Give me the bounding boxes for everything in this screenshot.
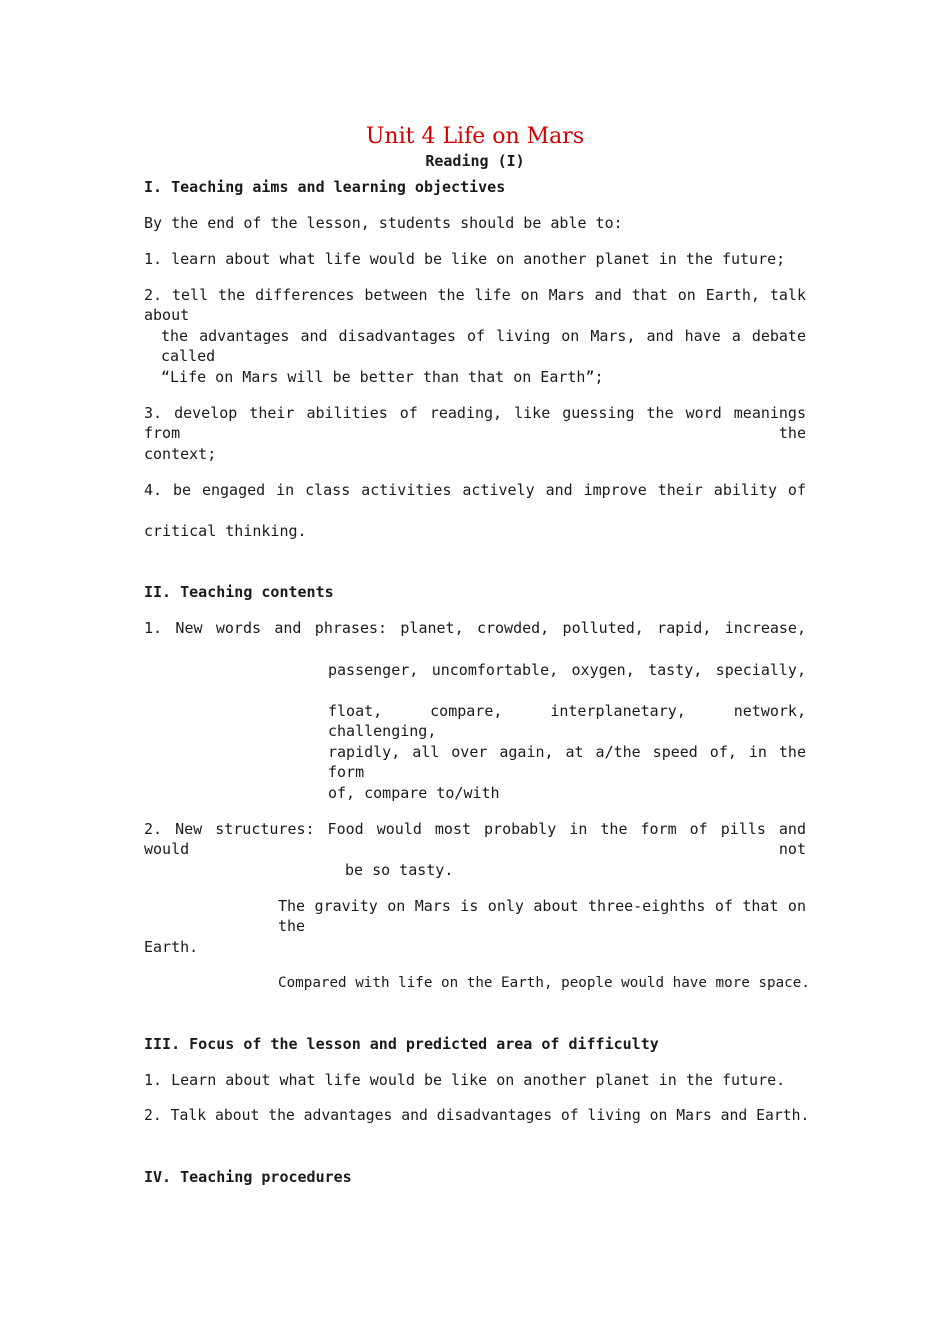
aims-item-2-line-3: “Life on Mars will be better than that on Earth”;: [161, 368, 604, 386]
focus-item-1: 1. Learn about what life would be like on another planet in the future.: [144, 1071, 786, 1089]
section-heading-procedures: IV. Teaching procedures: [144, 1168, 352, 1186]
aims-item-3-line-1: 3. develop their abilities of reading, like guessing the word meanings from the: [144, 404, 806, 442]
contents-item-1-line-5: of, compare to/with: [328, 784, 500, 802]
document-subtitle: Reading (I): [425, 152, 525, 170]
aims-item-4-line-2: critical thinking.: [144, 522, 307, 540]
aims-item-2-line-1: 2. tell the differences between the life on Mars and that on Earth, talk about: [144, 286, 806, 324]
document-title: Unit 4 Life on Mars: [365, 124, 585, 149]
contents-item-2-line-1: 2. New structures: Food would most probably in the form of pills and would not: [144, 820, 806, 858]
section-heading-focus: III. Focus of the lesson and predicted area of difficulty: [144, 1035, 659, 1053]
contents-item-1-line-1: 1. New words and phrases: planet, crowded, polluted, rapid, increase,: [144, 619, 806, 637]
aims-item-1: 1. learn about what life would be like on another planet in the future;: [144, 250, 786, 268]
section-heading-contents: II. Teaching contents: [144, 583, 334, 601]
contents-item-2-line-5: Compared with life on the Earth, people would have more space.: [278, 975, 810, 991]
aims-item-2-line-2: the advantages and disadvantages of living on Mars, and have a debate called: [161, 327, 806, 365]
contents-item-2-line-3: The gravity on Mars is only about three-eighths of that on the: [278, 897, 806, 935]
contents-item-2-line-2: be so tasty.: [345, 861, 454, 879]
contents-item-1-line-4: rapidly, all over again, at a/the speed of, in the form: [328, 743, 806, 781]
contents-item-1-line-3: float, compare, interplanetary, network, challenging,: [328, 702, 806, 740]
contents-item-1-line-2: passenger, uncomfortable, oxygen, tasty, specially,: [328, 661, 806, 679]
aims-item-3-line-2: context;: [144, 445, 217, 463]
section-heading-aims: I. Teaching aims and learning objectives: [144, 178, 506, 196]
aims-intro: By the end of the lesson, students should be able to:: [144, 214, 623, 232]
aims-item-4-line-1: 4. be engaged in class activities actively and improve their ability of: [144, 481, 806, 499]
focus-item-2: 2. Talk about the advantages and disadvantages of living on Mars and Earth.: [144, 1107, 810, 1124]
contents-item-2-line-4: Earth.: [144, 938, 199, 956]
